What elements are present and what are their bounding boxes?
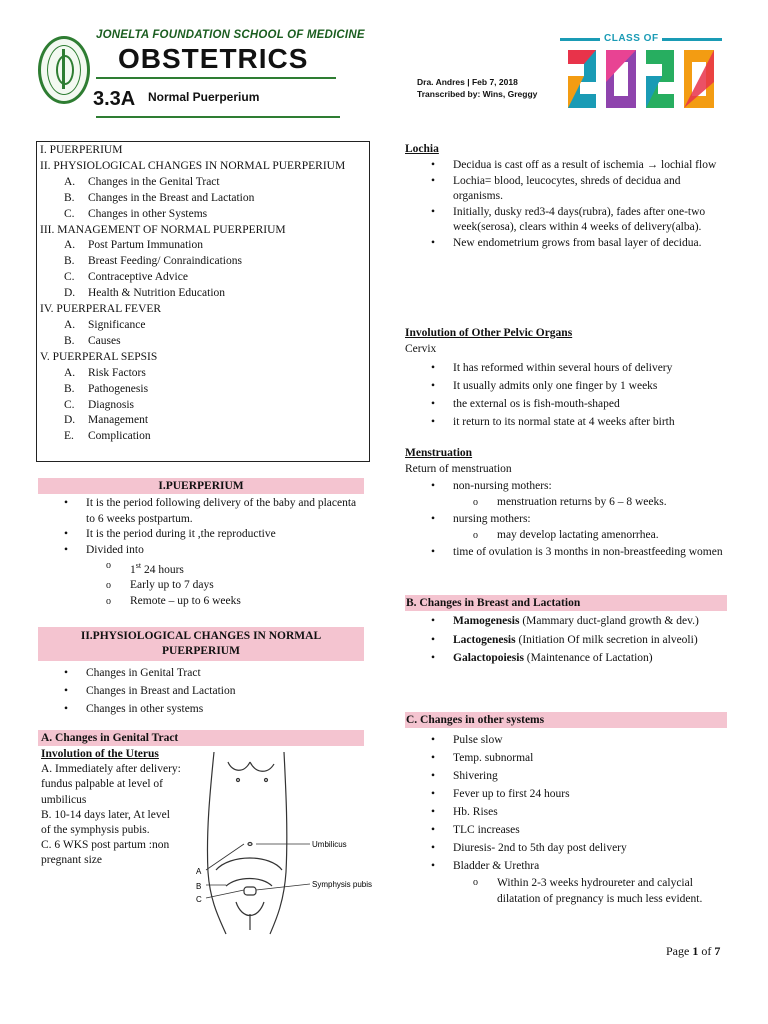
list-item: • nursing mothers: bbox=[405, 512, 727, 528]
list-item: • Hb. Rises bbox=[405, 803, 727, 821]
toc-subitem: C. Diagnosis bbox=[64, 398, 134, 411]
lecture-title: Normal Puerperium bbox=[148, 90, 260, 104]
list-item: • non-nursing mothers: bbox=[405, 479, 727, 495]
list-item: • time of ovulation is 3 months in non-breastfeeding women bbox=[405, 545, 727, 561]
paragraph: B. 10-14 days later, At level of the symphysis pubis. bbox=[41, 808, 170, 837]
list-item: • Lactogenesis (Initiation Of milk secretion in alveoli) bbox=[405, 633, 727, 649]
uterine-involution-diagram-icon bbox=[186, 752, 373, 934]
toc-subitem: A. Changes in the Genital Tract bbox=[64, 175, 220, 188]
list-item: • Fever up to first 24 hours bbox=[405, 785, 727, 803]
toc-subitem: A. Risk Factors bbox=[64, 366, 146, 379]
diagram-label: C bbox=[196, 895, 202, 904]
list-item: • Mamogenesis (Mammary duct-gland growth & dev.) bbox=[405, 614, 727, 630]
diagram-label: B bbox=[196, 882, 202, 891]
toc-subitem: B. Breast Feeding/ Conraindications bbox=[64, 255, 242, 268]
list-item: • Shivering bbox=[405, 767, 727, 785]
subheading: Involution of Other Pelvic Organs bbox=[405, 327, 573, 339]
list-item: • Divided into bbox=[38, 543, 364, 559]
header-divider bbox=[96, 77, 336, 79]
diagram-label: Umbilicus bbox=[312, 840, 347, 849]
puerperium-section bbox=[38, 478, 364, 609]
diagram-label: Symphysis pubis bbox=[312, 880, 373, 889]
subheading: Menstruation bbox=[405, 447, 473, 459]
paragraph: Return of menstruation bbox=[405, 463, 512, 475]
list-item: • TLC increases bbox=[405, 821, 727, 839]
list-item: • Decidua is cast off as a result of ischemia → lochial flow bbox=[405, 158, 727, 174]
lecture-meta bbox=[417, 76, 537, 100]
page-number: Page 1 of 7 bbox=[666, 944, 721, 958]
toc-heading: III. MANAGEMENT OF NORMAL PUERPERIUM bbox=[40, 223, 286, 236]
toc-subitem: D. Management bbox=[64, 414, 149, 427]
toc-heading: IV. PUERPERAL FEVER bbox=[40, 303, 162, 316]
header-divider bbox=[96, 116, 340, 118]
page-header bbox=[0, 0, 768, 128]
list-item: • Pulse slow bbox=[405, 731, 727, 749]
list-item: o Remote – up to 6 weeks bbox=[38, 594, 364, 610]
toc-subitem: D. Health & Nutrition Education bbox=[64, 287, 226, 300]
list-item: • It is the period following delivery of the baby and placenta to 6 weeks postpartum. bbox=[38, 496, 364, 527]
pelvic-organs-section bbox=[405, 325, 727, 431]
list-item: o Within 2-3 weeks hydroureter and calycial dilatation of pregnancy is much less evident. bbox=[405, 875, 727, 907]
toc-heading: V. PUERPERAL SEPSIS bbox=[40, 350, 158, 363]
toc-subitem: C. Contraceptive Advice bbox=[64, 271, 188, 284]
toc-subitem: B. Changes in the Breast and Lactation bbox=[64, 191, 255, 204]
paragraph: C. 6 WKS post partum :non pregnant size bbox=[41, 839, 170, 867]
list-item: o may develop lactating amenorrhea. bbox=[405, 528, 727, 544]
list-item: • Galactopoiesis (Maintenance of Lactation) bbox=[405, 651, 727, 667]
section-heading: C. Changes in other systems bbox=[405, 712, 727, 728]
list-item: • Lochia= blood, leucocytes, shreds of decidua and organisms. bbox=[405, 174, 727, 205]
section-heading: A. Changes in Genital Tract bbox=[38, 730, 364, 746]
list-item: o 1st 24 hours bbox=[38, 558, 364, 578]
toc-subitem: A. Significance bbox=[64, 318, 146, 331]
class-logo bbox=[560, 32, 725, 120]
list-item: • Diuresis- 2nd to 5th day post delivery bbox=[405, 839, 727, 857]
list-item: • Changes in Breast and Lactation bbox=[38, 682, 364, 700]
toc-heading: I. PUERPERIUM bbox=[40, 144, 123, 156]
list-item: • New endometrium grows from basal layer of decidua. bbox=[405, 236, 727, 252]
list-item: • the external os is fish-mouth-shaped bbox=[405, 395, 727, 413]
section-heading: B. Changes in Breast and Lactation bbox=[405, 595, 727, 611]
toc-subitem: A. Post Partum Immunation bbox=[64, 239, 203, 252]
toc-subitem: B. Causes bbox=[64, 334, 121, 347]
diagram-label: A bbox=[196, 867, 202, 876]
section-heading: I.PUERPERIUM bbox=[38, 478, 364, 494]
genital-tract-section bbox=[38, 730, 373, 904]
menstruation-section bbox=[405, 445, 727, 561]
class-label: CLASS OF bbox=[604, 33, 659, 44]
subheading: Involution of the Uterus bbox=[41, 748, 159, 760]
school-seal-icon bbox=[38, 36, 90, 104]
section-heading: II.PHYSIOLOGICAL CHANGES IN NORMAL PUERPERIUM bbox=[38, 627, 364, 661]
toc-heading: II. PHYSIOLOGICAL CHANGES IN NORMAL PUERPERIUM bbox=[40, 159, 346, 172]
lochia-section bbox=[405, 141, 727, 251]
list-item: o Early up to 7 days bbox=[38, 578, 364, 594]
toc-subitem: E. Complication bbox=[64, 430, 151, 443]
transcriber: Transcribed by: Wins, Greggy bbox=[417, 89, 538, 99]
list-item: • Temp. subnormal bbox=[405, 749, 727, 767]
school-name: JONELTA FOUNDATION SCHOOL OF MEDICINE bbox=[96, 29, 365, 41]
subheading: Lochia bbox=[405, 143, 439, 155]
list-item: • Bladder & Urethra bbox=[405, 857, 727, 875]
list-item: • it return to its normal state at 4 weeks after birth bbox=[405, 413, 727, 431]
toc-subitem: C. Changes in other Systems bbox=[64, 207, 208, 220]
class-year-logo bbox=[562, 42, 724, 116]
breast-lactation-section bbox=[405, 595, 727, 667]
table-of-contents bbox=[36, 141, 370, 462]
course-title: OBSTETRICS bbox=[118, 43, 309, 74]
other-systems-section bbox=[405, 712, 727, 907]
paragraph: A. Immediately after delivery: fundus palpable at level of umbilicus bbox=[41, 763, 181, 806]
list-item: • Initially, dusky red3-4 days(rubra), fades after one-two week(serosa), clears within 4 weeks of delivery(alba). bbox=[405, 205, 727, 236]
lecture-code: 3.3A bbox=[93, 88, 136, 110]
list-item: o menstruation returns by 6 – 8 weeks. bbox=[405, 495, 727, 511]
list-item: • Changes in other systems bbox=[38, 700, 364, 718]
list-item: • It has reformed within several hours of delivery bbox=[405, 359, 727, 377]
list-item: • It is the period during it ,the reproductive bbox=[38, 527, 364, 543]
physiological-section bbox=[38, 627, 364, 718]
paragraph: Cervix bbox=[405, 343, 437, 355]
list-item: • Changes in Genital Tract bbox=[38, 664, 364, 682]
lecturer-date: Dra. Andres | Feb 7, 2018 bbox=[417, 77, 518, 87]
toc-subitem: B. Pathogenesis bbox=[64, 382, 149, 395]
list-item: • It usually admits only one finger by 1 weeks bbox=[405, 377, 727, 395]
